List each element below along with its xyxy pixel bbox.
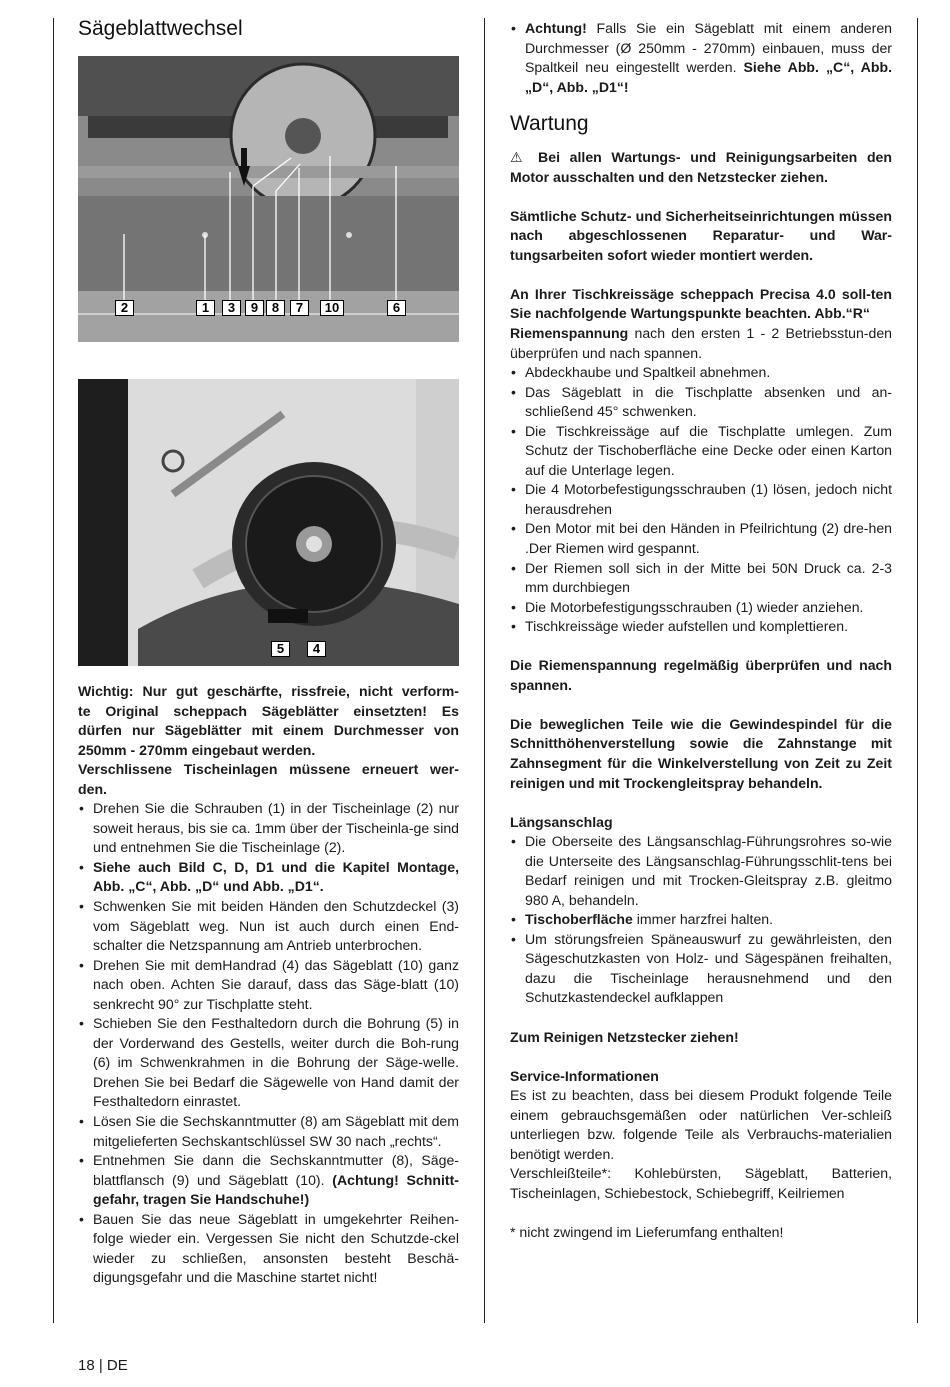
- list-item: • Bauen Sie das neue Sägeblatt in umgekehrter Reihen-folge wieder ein. Vergessen Sie nicht den Schutzde-ckel wieder zu schließen, ansonsten besteht Beschä-digungsgefahr und die Maschine startet nicht!: [78, 1210, 459, 1288]
- list-item: • Lösen Sie die Sechskanntmutter (8) am Sägeblatt mit dem mitgelieferten Sechskantschlüssel SW 30 nach „rechts“.: [78, 1112, 459, 1151]
- warning-line: dürfen nur Sägeblätter mit einem Durchmesser von: [78, 722, 459, 739]
- figure1-label: 2: [115, 300, 134, 316]
- figure2-label: 4: [307, 641, 326, 657]
- list-item: • Siehe auch Bild C, D, D1 und die Kapitel Montage, Abb. „C“, Abb. „D“ und Abb. „D1“.: [78, 858, 459, 897]
- list-item: • Drehen Sie die Schrauben (1) in der Tischeinlage (2) nur soweit heraus, bis sie ca. 1mm über der Tischeinla-ge sind und entnehmen Sie die Tischeinlage (2).: [78, 799, 459, 858]
- list-item: • Tischkreissäge wieder aufstellen und komplettieren.: [510, 617, 892, 637]
- unplug-note: Zum Reinigen Netzstecker ziehen!: [510, 1028, 739, 1045]
- figure1-label: 10: [320, 300, 344, 316]
- belt-tension-intro: Riemenspannung nach den ersten 1 - 2 Betriebsstun-den überprüfen und nach spannen.: [510, 325, 892, 361]
- moving-parts-note: Die beweglichen Teile wie die Gewindespindel für die Schnitthöhenverstellung sowie die Zahnstange mit Zahnsegment für die Winkelverstellung von Zeit zu Zeit reinigen und mit Trockengleitspray behandeln.: [510, 715, 892, 791]
- page-footer: 18 | DE: [78, 1357, 128, 1374]
- section-heading-blade-change: Sägeblattwechsel: [78, 17, 243, 40]
- wear-parts-text: Verschleißteile*: Kohlebürsten, Sägeblatt, Batterien, Tischeinlagen, Schiebestock, Schiebegriff, Keilriemen: [510, 1165, 892, 1201]
- list-item: • Schieben Sie den Festhaltedorn durch die Bohrung (5) in der Vorderwand des Gestells, weiter durch die Boh-rung (6) im Schwenkrahmen in die Bohrung der Säge-welle. Drehen Sie bei Bedarf die Sägewelle von Hand damit der Festhaltedorn einrastet.: [78, 1014, 459, 1112]
- list-item: • Schwenken Sie mit beiden Händen den Schutzdeckel (3) vom Sägeblatt weg. Nun ist auch durch einen End-schalter die Netzspannung am Antrieb unterbrochen.: [78, 897, 459, 956]
- warning-line: te Original scheppach Sägeblätter einsetzten! Es: [78, 702, 459, 719]
- warning-line: den.: [78, 780, 107, 797]
- figure-handwheel-photo: [78, 379, 459, 666]
- list-item: • Tischoberfläche immer harzfrei halten.: [510, 910, 892, 930]
- footnote: * nicht zwingend im Lieferumfang enthalten!: [510, 1223, 784, 1240]
- figure1-label: 8: [266, 300, 285, 316]
- service-heading: Service-Informationen: [510, 1067, 659, 1084]
- warning-line: Verschlissene Tischeinlagen müssene erneuert wer-: [78, 761, 459, 778]
- right-column: [510, 19, 892, 1242]
- left-column: [78, 16, 459, 1286]
- list-item: • Entnehmen Sie dann die Sechskanntmutter (8), Säge-blattflansch (9) und Sägeblatt (10). (Achtung! Schnitt-gefahr, tragen Sie Handschuhe!): [78, 1151, 459, 1210]
- list-item: • Drehen Sie mit demHandrad (4) das Sägeblatt (10) ganz nach oben. Achten Sie darauf, dass das Säge-blatt (10) senkrecht 90° zur Tischplatte steht.: [78, 956, 459, 1015]
- figure-saw-blade-photo: [78, 56, 459, 342]
- list-item: • Die Tischkreissäge auf die Tischplatte umlegen. Zum Schutz der Tischoberfläche eine Decke oder einen Karton auf die Unterlage legen.: [510, 422, 892, 481]
- figure2-label: 5: [271, 641, 290, 657]
- blade-warning: [78, 682, 459, 799]
- warning-line: Wichtig: Nur gut geschärfte, rissfreie, nicht verform-: [78, 683, 459, 699]
- figure1-label: 6: [387, 300, 406, 316]
- column-rule-left: [53, 18, 54, 1323]
- figure1-label: 9: [245, 300, 264, 316]
- maintenance-intro: An Ihrer Tischkreissäge scheppach Precisa 4.0 soll-ten Sie nachfolgende Wartungspunkte beachten. Abb.“R“: [510, 285, 892, 322]
- figure1-label: 1: [196, 300, 215, 316]
- list-item: • Die Oberseite des Längsanschlag-Führungsrohres so-wie die Unterseite des Längsanschlag-Führungsschlit-tens bei Bedarf reinigen und mit Trocken-Gleitspray z.B. gleitmo 980 A, behandeln.: [510, 832, 892, 910]
- figure1-label: 3: [222, 300, 241, 316]
- fence-heading: Längsanschlag: [510, 813, 613, 830]
- list-item: • Die Motorbefestigungsschrauben (1) wieder anziehen.: [510, 598, 892, 618]
- list-item: • Der Riemen soll sich in der Mitte bei 50N Druck ca. 2-3 mm durchbiegen: [510, 559, 892, 598]
- maintenance-warning: ⚠ Bei allen Wartungs- und Reinigungsarbeiten den Motor ausschalten und den Netzstecker ziehen.: [510, 149, 893, 185]
- list-item: • Um störungsfreien Späneauswurf zu gewährleisten, den Sägeschutzkasten von Holz- und Sägespänen freihalten, dazu die Tischeinlage herausnehmend und den Schutzkastendeckel aufklappen: [510, 930, 892, 1008]
- diameter-note: [510, 19, 892, 97]
- list-item: • Die 4 Motorbefestigungsschrauben (1) lösen, jedoch nicht herausdrehen: [510, 480, 892, 519]
- column-rule-right: [917, 18, 918, 1323]
- section-heading-maintenance: Wartung: [510, 112, 589, 136]
- service-text: Es ist zu beachten, dass bei diesem Produkt folgende Teile einem gebrauchsgemäßen oder natürlichen Ver-schleiß unterliegen bzw. folgende Teile als Verbrauchs-materialien benötigt werden.: [510, 1087, 892, 1162]
- handwheel-illustration: [78, 379, 459, 666]
- belt-tension-steps: [510, 363, 892, 637]
- fence-steps: [510, 832, 892, 1008]
- safety-devices-note: Sämtliche Schutz- und Sicherheitseinrichtungen müssen nach abgeschlossenen Reparatur- und War-tungsarbeiten sofort wieder montiert werden.: [510, 207, 892, 263]
- list-item: • Den Motor mit bei den Händen in Pfeilrichtung (2) dre-hen .Der Riemen wird gespannt.: [510, 519, 892, 558]
- column-rule-center: [484, 18, 485, 1323]
- list-item: • Achtung! Falls Sie ein Sägeblatt mit einem anderen Durchmesser (Ø 250mm - 270mm) einbauen, muss der Spaltkeil neu eingestellt werden. Siehe Abb. „C“, Abb. „D“, Abb. „D1“!: [510, 19, 892, 97]
- warning-icon: ⚠: [510, 149, 529, 166]
- figure1-label: 7: [290, 300, 309, 316]
- blade-change-steps: [78, 799, 459, 1288]
- list-item: • Das Sägeblatt in die Tischplatte absenken und an-schließend 45° schwenken.: [510, 383, 892, 422]
- list-item: • Abdeckhaube und Spaltkeil abnehmen.: [510, 363, 892, 383]
- belt-check-note: Die Riemenspannung regelmäßig überprüfen und nach spannen.: [510, 657, 892, 693]
- blade-change-text: [78, 682, 459, 1288]
- warning-line: 250mm - 270mm eingebaut werden.: [78, 741, 316, 758]
